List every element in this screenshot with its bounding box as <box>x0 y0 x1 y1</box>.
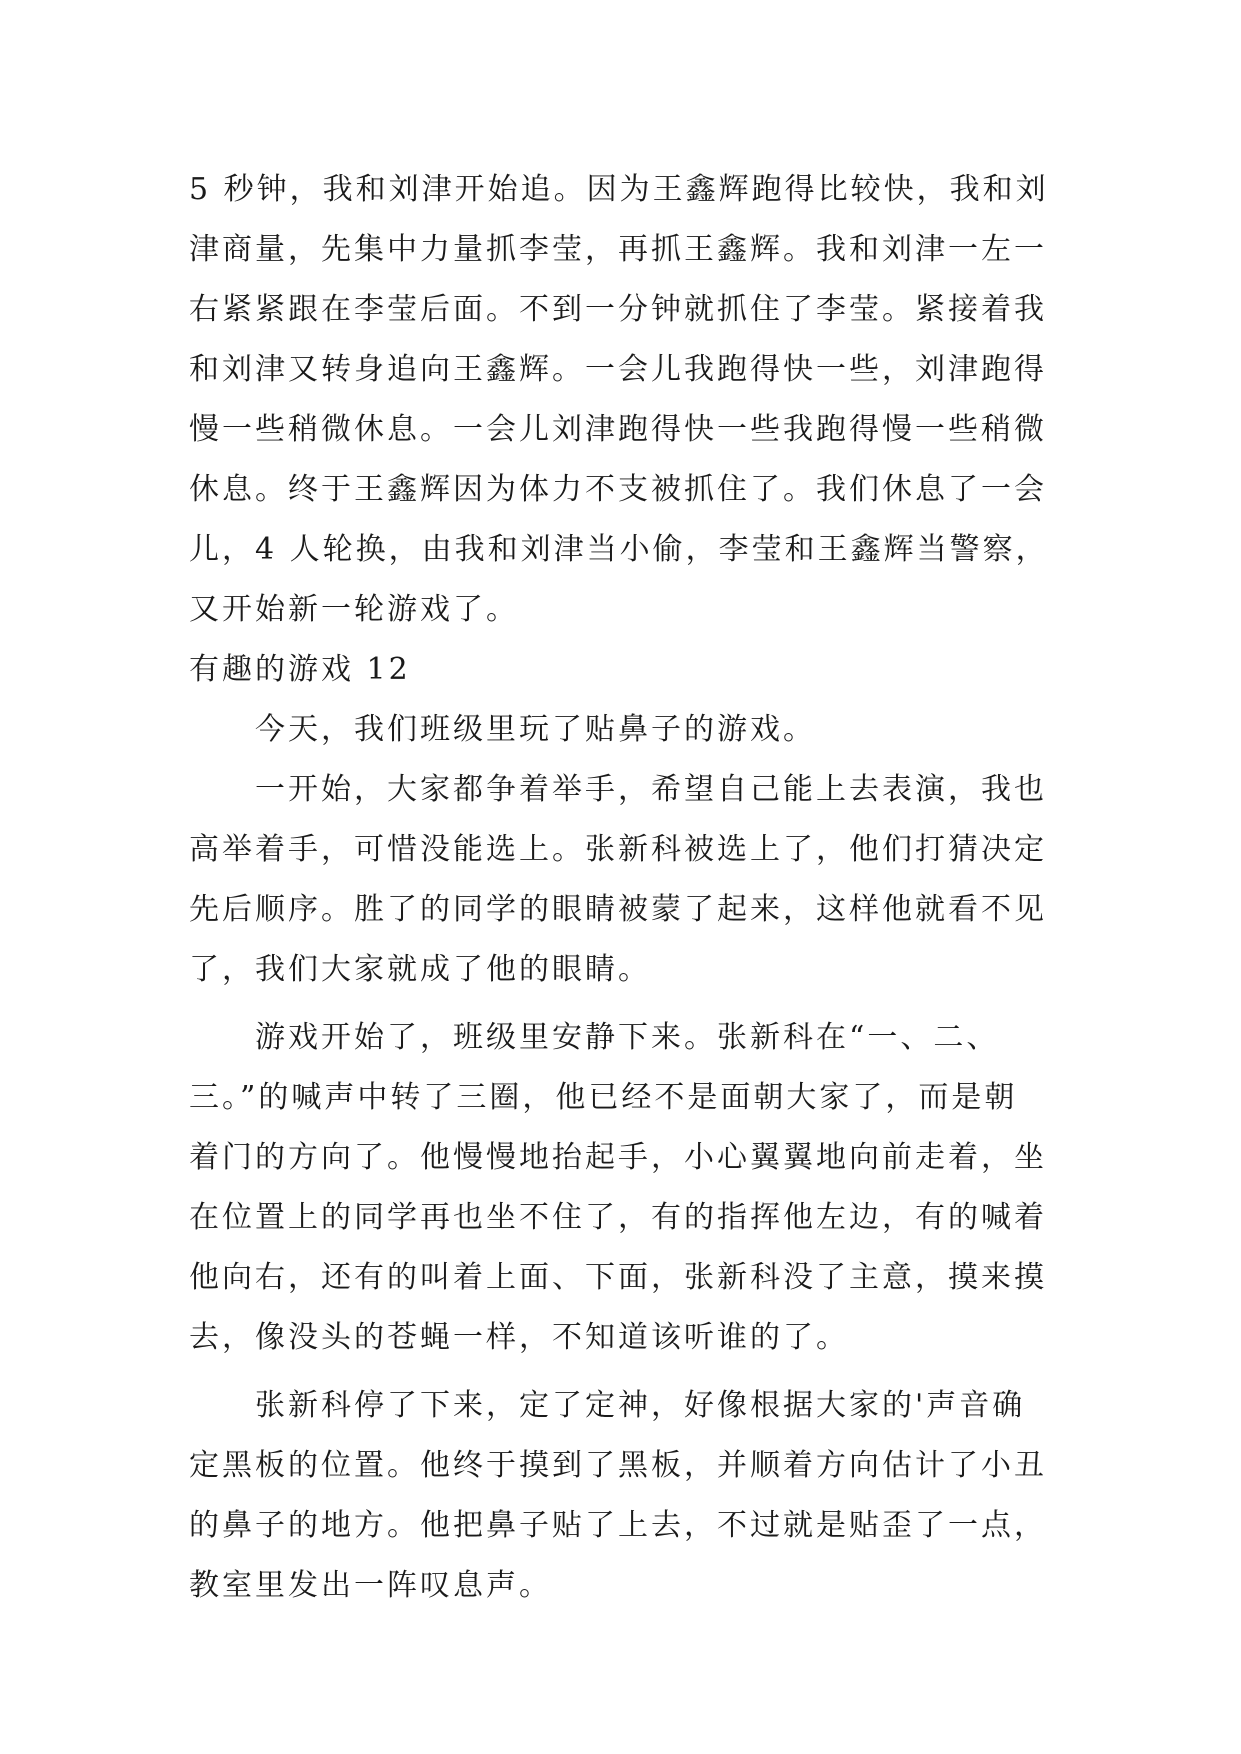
text-line: 津商量，先集中力量抓李莹，再抓王鑫辉。我和刘津一左一 <box>189 232 1047 267</box>
paragraph <box>189 760 1069 1000</box>
text-line: 定黑板的位置。他终于摸到了黑板，并顺着方向估计了小丑 <box>189 1448 1047 1483</box>
document-body <box>189 160 1069 1616</box>
text-line: 张新科停了下来，定了定神，好像根据大家的'声音确 <box>255 1388 1026 1423</box>
text-line: 右紧紧跟在李莹后面。不到一分钟就抓住了李莹。紧接着我 <box>189 292 1047 327</box>
text-line: 又开始新一轮游戏了。 <box>189 592 519 627</box>
paragraph <box>189 160 1069 640</box>
text-line: 了，我们大家就成了他的眼睛。 <box>189 952 651 987</box>
text-line: 今天，我们班级里玩了贴鼻子的游戏。 <box>255 712 816 747</box>
paragraph <box>189 1376 1069 1616</box>
text-line: 的鼻子的地方。他把鼻子贴了上去，不过就是贴歪了一点， <box>189 1508 1047 1543</box>
text-line: 5 秒钟，我和刘津开始追。因为王鑫辉跑得比较快，我和刘 <box>189 172 1049 207</box>
text-line: 慢一些稍微休息。一会儿刘津跑得快一些我跑得慢一些稍微 <box>189 412 1047 447</box>
text-line: 去，像没头的苍蝇一样，不知道该听谁的了。 <box>189 1320 849 1355</box>
text-line: 儿，4 人轮换，由我和刘津当小偷，李莹和王鑫辉当警察， <box>189 532 1049 567</box>
text-line: 三。”的喊声中转了三圈，他已经不是面朝大家了，而是朝 <box>189 1080 1018 1115</box>
paragraph <box>189 1008 1069 1368</box>
text-line: 和刘津又转身追向王鑫辉。一会儿我跑得快一些，刘津跑得 <box>189 352 1047 387</box>
text-line: 着门的方向了。他慢慢地抬起手，小心翼翼地向前走着，坐 <box>189 1140 1047 1175</box>
text-line: 他向右，还有的叫着上面、下面，张新科没了主意，摸来摸 <box>189 1260 1047 1295</box>
text-line: 休息。终于王鑫辉因为体力不支被抓住了。我们休息了一会 <box>189 472 1047 507</box>
text-line: 教室里发出一阵叹息声。 <box>189 1568 552 1603</box>
paragraph <box>189 700 1069 760</box>
text-line: 一开始，大家都争着举手，希望自己能上去表演，我也 <box>255 772 1047 807</box>
text-line: 游戏开始了，班级里安静下来。张新科在“一、二、 <box>255 1020 1000 1055</box>
heading-text: 有趣的游戏 12 <box>189 652 411 687</box>
text-line: 高举着手，可惜没能选上。张新科被选上了，他们打猜决定 <box>189 832 1047 867</box>
section-heading <box>189 640 1069 700</box>
text-line: 在位置上的同学再也坐不住了，有的指挥他左边，有的喊着 <box>189 1200 1047 1235</box>
text-line: 先后顺序。胜了的同学的眼睛被蒙了起来，这样他就看不见 <box>189 892 1047 927</box>
